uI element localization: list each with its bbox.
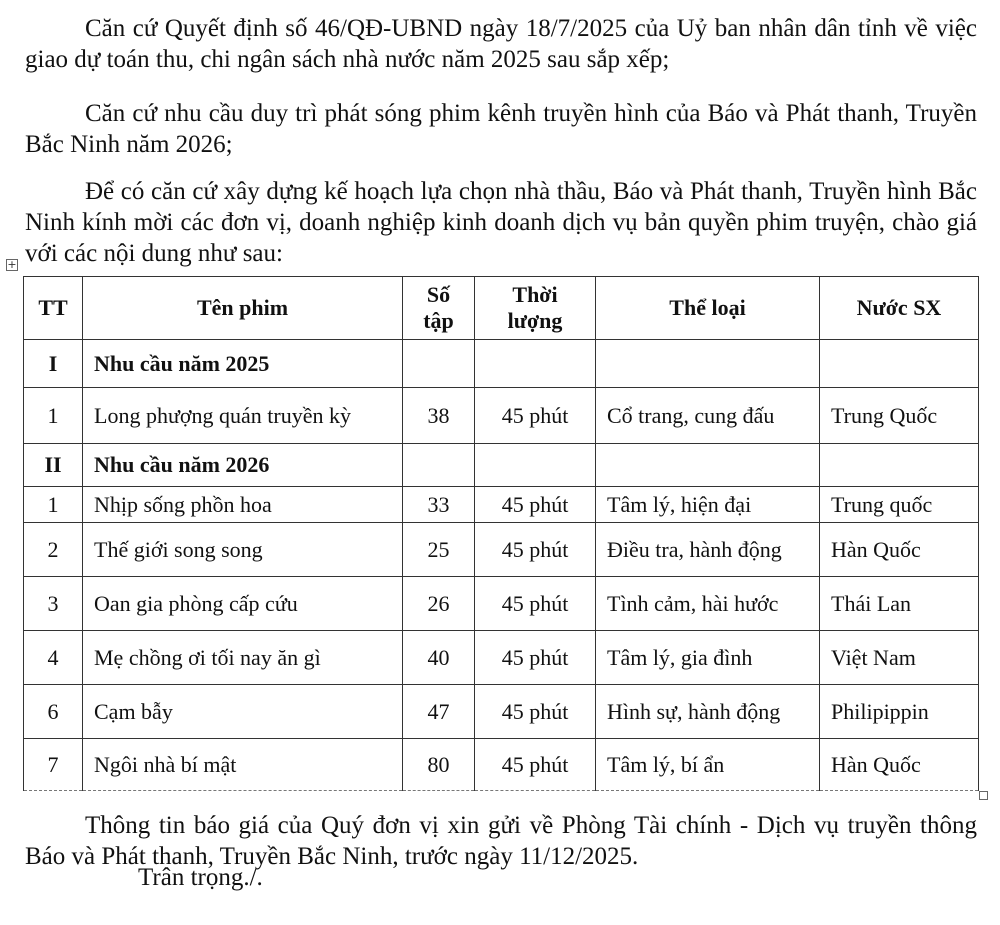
cell-duration: 45 phút [475, 685, 596, 739]
film-table [23, 276, 979, 791]
cell-country: Trung Quốc [820, 388, 979, 444]
cell-tt: 6 [24, 685, 83, 739]
cell-name: Nhịp sống phồn hoa [83, 487, 403, 523]
header-name: Tên phim [83, 277, 403, 340]
cell-duration: 45 phút [475, 739, 596, 791]
cell-name: Mẹ chồng ơi tối nay ăn gì [83, 631, 403, 685]
cell-tt: 2 [24, 523, 83, 577]
table-row [24, 487, 979, 523]
cell-country: Trung quốc [820, 487, 979, 523]
paragraph-invitation: Để có căn cứ xây dựng kế hoạch lựa chọn nhà thầu, Báo và Phát thanh, Truyền hình Bắc Ninh kính mời các đơn vị, doanh nghiệp kinh doanh dịch vụ bản quyền phim truyện, chào giá với các nội dung như sau: [25, 178, 977, 267]
cell-duration: 45 phút [475, 388, 596, 444]
cell-name: Cạm bẫy [83, 685, 403, 739]
table-row [24, 739, 979, 791]
header-country: Nước SX [820, 277, 979, 340]
cell-genre: Tâm lý, gia đình [596, 631, 820, 685]
table-row [24, 631, 979, 685]
cell-name: Oan gia phòng cấp cứu [83, 577, 403, 631]
cell-genre: Điều tra, hành động [596, 523, 820, 577]
section-number: II [24, 444, 83, 487]
cell-country: Hàn Quốc [820, 523, 979, 577]
section-row-2025 [24, 340, 979, 388]
cell-episodes: 38 [403, 388, 475, 444]
closing-text: Trân trọng./. [138, 864, 263, 891]
paragraph-submission-info: Thông tin báo giá của Quý đơn vị xin gửi về Phòng Tài chính - Dịch vụ truyền thông Báo và Phát thanh, Truyền Bắc Ninh, trước ngày 11/12/2025. [25, 812, 977, 870]
paragraph-legal-basis-2: Căn cứ nhu cầu duy trì phát sóng phim kênh truyền hình của Báo và Phát thanh, Truyền Bắc Ninh năm 2026; [25, 100, 977, 158]
header-duration-line2: lượng [507, 308, 563, 333]
cell-country: Hàn Quốc [820, 739, 979, 791]
cell-name: Ngôi nhà bí mật [83, 739, 403, 791]
table-row [24, 577, 979, 631]
cell-episodes: 47 [403, 685, 475, 739]
resize-handle-icon[interactable] [979, 791, 988, 800]
table-row [24, 388, 979, 444]
paragraph-legal-basis-1: Căn cứ Quyết định số 46/QĐ-UBND ngày 18/7/2025 của Uỷ ban nhân dân tỉnh về việc giao dự toán thu, chi ngân sách nhà nước năm 2025 sau sắp xếp; [25, 15, 977, 73]
header-episodes-line2: tập [423, 308, 454, 333]
header-genre: Thể loại [596, 277, 820, 340]
cell-duration: 45 phút [475, 523, 596, 577]
section-title: Nhu cầu năm 2025 [83, 340, 403, 388]
cell-duration: 45 phút [475, 631, 596, 685]
section-row-2026 [24, 444, 979, 487]
section-number: I [24, 340, 83, 388]
cell-tt: 4 [24, 631, 83, 685]
cell-genre: Hình sự, hành động [596, 685, 820, 739]
header-duration [475, 277, 596, 340]
cell-country: Thái Lan [820, 577, 979, 631]
header-episodes-line1: Số [426, 282, 451, 307]
cell-duration: 45 phút [475, 487, 596, 523]
move-handle-icon[interactable]: + [7, 258, 17, 271]
cell-country: Philipippin [820, 685, 979, 739]
cell-episodes: 33 [403, 487, 475, 523]
cell-episodes: 26 [403, 577, 475, 631]
cell-tt: 3 [24, 577, 83, 631]
cell-tt: 1 [24, 388, 83, 444]
cell-genre: Cổ trang, cung đấu [596, 388, 820, 444]
table-row [24, 685, 979, 739]
cell-genre: Tình cảm, hài hước [596, 577, 820, 631]
header-episodes [403, 277, 475, 340]
table-row [24, 523, 979, 577]
cell-genre: Tâm lý, hiện đại [596, 487, 820, 523]
cell-tt: 7 [24, 739, 83, 791]
section-title: Nhu cầu năm 2026 [83, 444, 403, 487]
cell-name: Long phượng quán truyền kỳ [83, 388, 403, 444]
cell-episodes: 25 [403, 523, 475, 577]
cell-genre: Tâm lý, bí ẩn [596, 739, 820, 791]
table-header-row [24, 277, 979, 340]
header-duration-line1: Thời [512, 282, 558, 307]
cell-episodes: 80 [403, 739, 475, 791]
cell-country: Việt Nam [820, 631, 979, 685]
cell-name: Thế giới song song [83, 523, 403, 577]
cell-tt: 1 [24, 487, 83, 523]
header-tt: TT [24, 277, 83, 340]
cell-episodes: 40 [403, 631, 475, 685]
cell-duration: 45 phút [475, 577, 596, 631]
